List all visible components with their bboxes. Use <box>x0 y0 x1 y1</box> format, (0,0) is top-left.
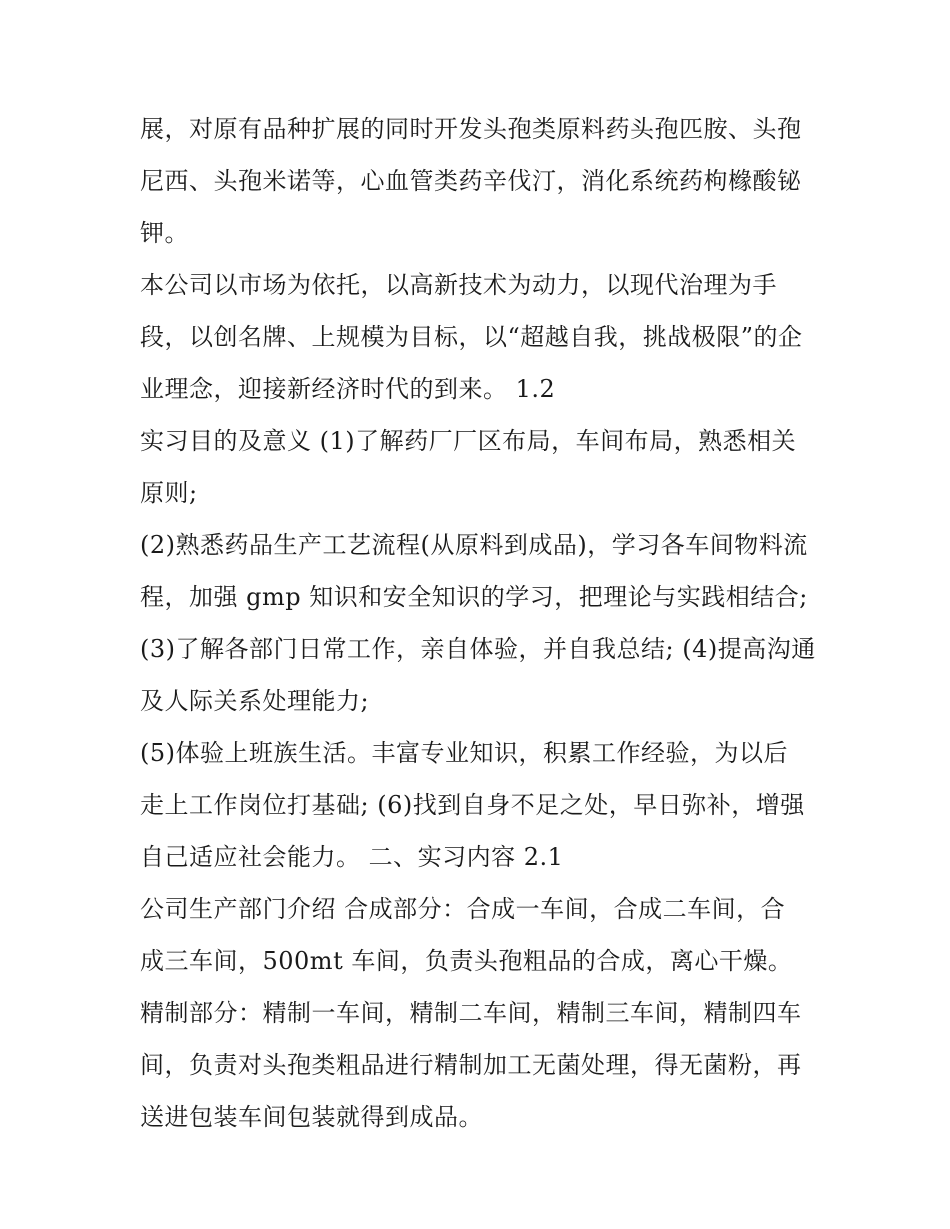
text-line: 钾。 <box>140 219 189 247</box>
text-line: 本公司以市场为依托，以高新技术为动力，以现代治理为手 <box>140 271 777 299</box>
text-line: 及人际关系处理能力; <box>140 687 370 715</box>
text-line: (5)体验上班族生活。丰富专业知识，积累工作经验，为以后 <box>140 739 788 767</box>
text-line: 展，对原有品种扩展的同时开发头孢类原料药头孢匹胺、头孢 <box>140 115 802 143</box>
text-line: 段，以创名牌、上规模为目标，以“超越自我，挑战极限”的企 <box>140 323 803 351</box>
text-line: 走上工作岗位打基础; (6)找到自身不足之处，早日弥补，增强 <box>140 791 805 819</box>
text-line: 业理念，迎接新经济时代的到来。 1.2 <box>140 375 556 403</box>
text-line: 程，加强 gmp 知识和安全知识的学习，把理论与实践相结合; <box>140 583 808 611</box>
text-line: 原则; <box>140 479 198 507</box>
text-line: 成三车间，500mt 车间，负责头孢粗品的合成，离心干燥。 <box>140 947 793 975</box>
text-line: 送进包装车间包装就得到成品。 <box>140 1103 483 1131</box>
text-line: 公司生产部门介绍 合成部分：合成一车间，合成二车间，合 <box>140 895 786 923</box>
text-line: 自己适应社会能力。 二、实习内容 2.1 <box>140 843 564 871</box>
text-line: 间，负责对头孢类粗品进行精制加工无菌处理，得无菌粉，再 <box>140 1051 802 1079</box>
text-line: (3)了解各部门日常工作，亲自体验，并自我总结; (4)提高沟通 <box>140 635 816 663</box>
body-text <box>140 103 820 1143</box>
text-line: 尼西、头孢米诺等，心血管类药辛伐汀，消化系统药枸橼酸铋 <box>140 167 802 195</box>
text-line: 精制部分：精制一车间，精制二车间，精制三车间，精制四车 <box>140 999 802 1027</box>
text-line: (2)熟悉药品生产工艺流程(从原料到成品)，学习各车间物料流 <box>140 531 808 559</box>
text-line: 实习目的及意义 (1)了解药厂厂区布局，车间布局，熟悉相关 <box>140 427 797 455</box>
